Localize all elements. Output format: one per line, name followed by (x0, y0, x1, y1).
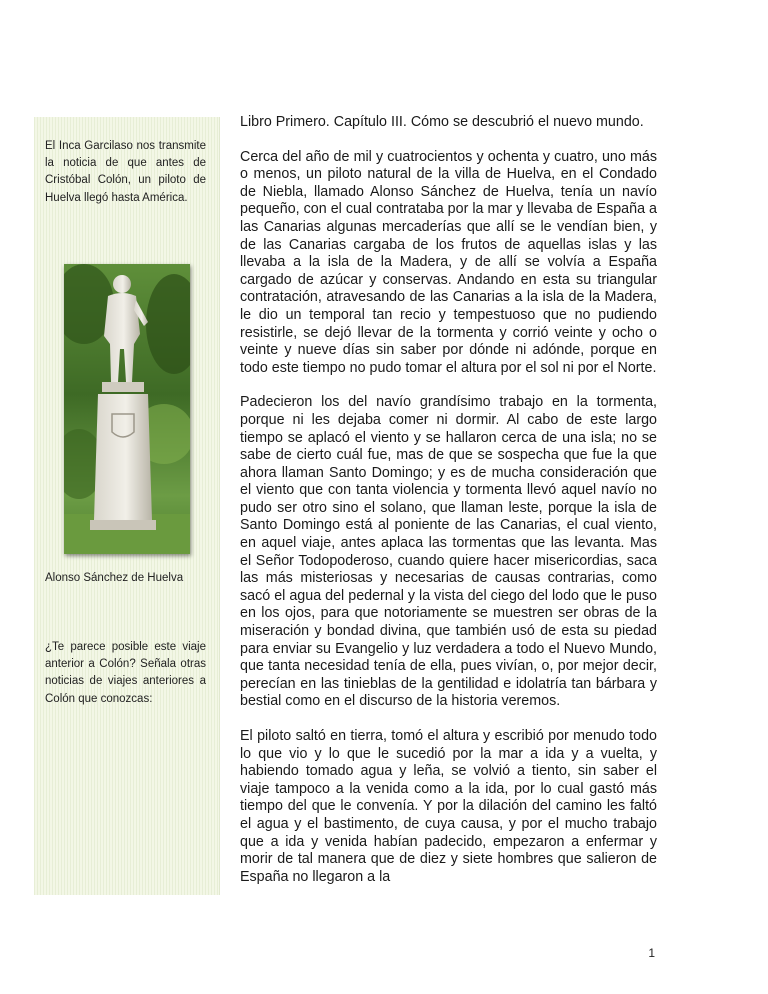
paragraph-3: El piloto saltó en tierra, tomó el altura y escribió por menudo todo lo que vio y lo que le sucedió por la mar a ida y a vuelta, y habiendo tomado agua y leña, se volvió a tiento, sin saber el viaje tampoco a la venida como a la ida, por lo cual gastó más tiempo del que le convenía. Y por la dilación del camino les faltó el agua y el bastimento, de cuya causa, y por el mucho trabajo que a ida y venida habían padecido, empezaron a enfermar y morir de tal manera que de diez y siete hombres que salieron de España no llegaron a la (240, 728, 657, 885)
page-number: 1 (648, 946, 655, 960)
sidebar-question: ¿Te parece posible este viaje anterior a Colón? Señala otras noticias de viajes anteriores a Colón que conozcas: (45, 641, 206, 705)
chapter-title: Libro Primero. Capítulo III. Cómo se descubrió el nuevo mundo. (240, 114, 644, 130)
main-text (240, 114, 657, 903)
paragraph-1: Cerca del año de mil y cuatrocientos y ochenta y cuatro, uno más o menos, un piloto natural de la villa de Huelva, en el Condado de Niebla, llamado Alonso Sánchez de Huelva, tenía un navío pequeño, con el cual contrataba por la mar y llevaba de España a las Canarias algunas mercaderías que allí se le vendían bien, y de las Canarias cargaba de los frutos de aquellas islas y las llevaba a la isla de la Madera, y de allí se volvía a España cargado de azúcar y conservas. Andando en esta su triangular contratación, atravesando de las Canarias a la isla de la Madera, le dio un temporal tan recio y tempestuoso que no pudiendo resistirle, se dejó llevar de la tormenta y corrió veinte y ocho o veinte y nueve días sin saber por dónde ni adónde, porque en todo este tiempo no pudo tomar el altura por el sol ni por el Norte. (240, 148, 657, 376)
paragraph-2: Padecieron los del navío grandísimo trabajo en la tormenta, porque ni les dejaba comer ni dormir. Al cabo de este largo tiempo se aplacó el viento y se hallaron cerca de una isla; no se sabe de cierto cuál fue, mas de que se sospecha que fue la que ahora llaman Santo Domingo; y es de mucha consideración que el viento que con tanta violencia y tormenta llevó aquel navío no pudo ser otro sino el solano, que llaman leste, porque la isla de Santo Domingo está al poniente de las Canarias, el cual viento, en aquel viaje, antes aplaca las tormentas que las levanta. Mas el Señor Todopoderoso, cuando quiere hacer misericordias, saca las más misteriosas y necesarias de causas contrarias, como sacó el agua del pedernal y la vista del ciego del lodo que le puso en los ojos, para que notoriamente se muestren ser obras de la miseración y bondad divina, que también usó de esta su piedad para enviar su Evangelio y luz verdadera a todo el Nuevo Mundo, que tanta necesidad tenía de ella, pues vivían, o, por mejor decir, perecían en las tinieblas de la gentilidad e idolatría tan bárbara y bestial como en el discurso de la historia veremos. (240, 394, 657, 710)
statue-photo (64, 264, 190, 554)
sidebar-intro-note: El Inca Garcilaso nos transmite la noticia de que antes de Cristóbal Colón, un piloto de Huelva llegó hasta América. (45, 140, 206, 204)
photo-caption: Alonso Sánchez de Huelva (45, 572, 184, 584)
